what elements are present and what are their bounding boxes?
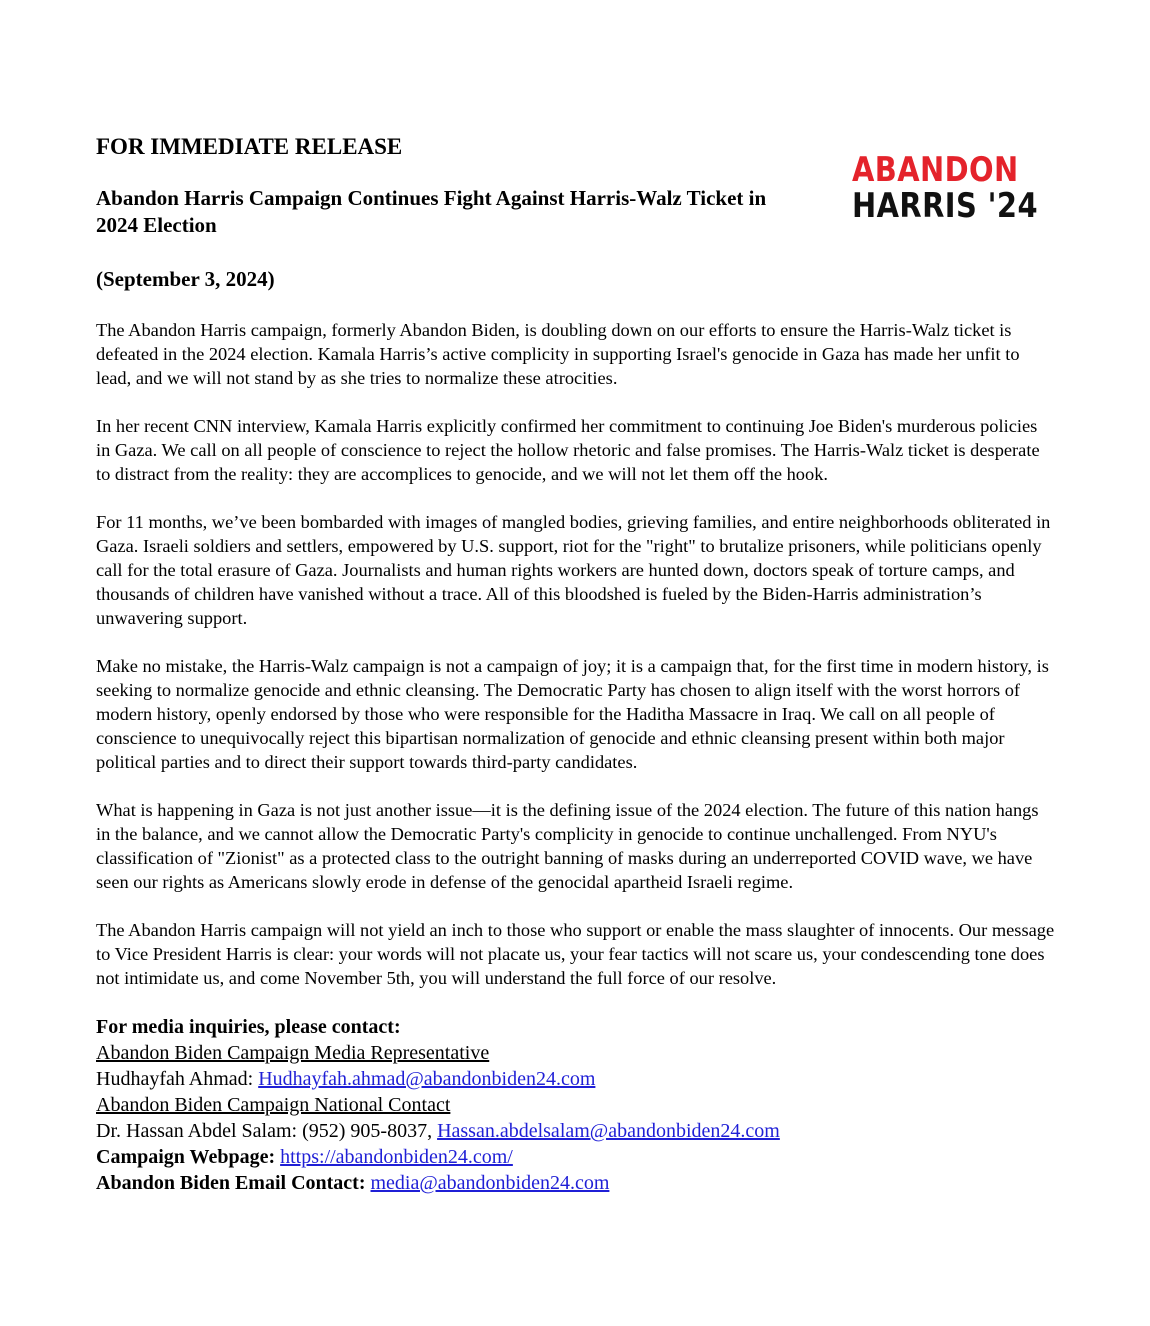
email-contact-line <box>96 1170 1056 1196</box>
contact-heading: For media inquiries, please contact: <box>96 1016 401 1038</box>
release-date: (September 3, 2024) <box>96 267 275 291</box>
paragraph-3: For 11 months, we’ve been bombarded with images of mangled bodies, grieving families, and entire neighborhoods obliterated in Gaza. Israeli soldiers and settlers, empowered by U.S. support, riot for the "right" to brutalize prisoners, while politicians openly call for the total erasure of Gaza. Journalists and human rights workers are hunted down, doctors speak of torture camps, and thousands of children have vanished without a trace. All of this bloodshed is fueled by the Biden-Harris administration’s unwavering support. <box>96 512 1051 628</box>
media-rep-line <box>96 1066 1056 1092</box>
paragraph-5: What is happening in Gaza is not just another issue—it is the defining issue of the 2024 election. The future of this nation hangs in the balance, and we cannot allow the Democratic Party's complicity in genocide to continue unchallenged. From NYU's classification of "Zionist" as a protected class to the outright banning of masks during an underreported COVID wave, we have seen our rights as Americans slowly erode in defense of the genocidal apartheid Israeli regime. <box>96 800 1039 892</box>
webpage-line <box>96 1144 1056 1170</box>
release-label: FOR IMMEDIATE RELEASE <box>96 134 403 159</box>
national-contact-line <box>96 1118 1056 1144</box>
media-rep-title: Abandon Biden Campaign Media Representative <box>96 1042 490 1064</box>
headline: Abandon Harris Campaign Continues Fight Against Harris-Walz Ticket in 2024 Election <box>96 186 767 237</box>
email-contact-label: Abandon Biden Email Contact: <box>96 1172 371 1194</box>
paragraph-4: Make no mistake, the Harris-Walz campaign is not a campaign of joy; it is a campaign that, for the first time in modern history, is seeking to normalize genocide and ethnic cleansing. The Democratic Party has chosen to align itself with the worst horrors of modern history, openly endorsed by those who were responsible for the Haditha Massacre in Iraq. We call on all people of conscience to unequivocally reject this bipartisan normalization of genocide and ethnic cleansing present within both major political parties and to direct their support towards third-party candidates. <box>96 656 1049 772</box>
national-contact-name-phone: Dr. Hassan Abdel Salam: (952) 905-8037, <box>96 1120 438 1142</box>
media-rep-name: Hudhayfah Ahmad: <box>96 1068 259 1090</box>
logo-line-harris-24: HARRIS '24 <box>852 186 1039 226</box>
media-contact-section <box>96 1014 1056 1196</box>
national-contact-title: Abandon Biden Campaign National Contact <box>96 1094 451 1116</box>
webpage-link[interactable]: https://abandonbiden24.com/ <box>280 1146 513 1168</box>
webpage-label: Campaign Webpage: <box>96 1146 281 1168</box>
media-rep-email-link[interactable]: Hudhayfah.ahmad@abandonbiden24.com <box>258 1068 596 1090</box>
paragraph-1: The Abandon Harris campaign, formerly Abandon Biden, is doubling down on our efforts to ensure the Harris-Walz ticket is defeated in the 2024 election. Kamala Harris’s active complicity in supporting Israel's genocide in Gaza has made her unfit to lead, and we will not stand by as she tries to normalize these atrocities. <box>96 320 1020 388</box>
logo-line-abandon: ABANDON <box>852 150 1019 190</box>
paragraph-6: The Abandon Harris campaign will not yield an inch to those who support or enable the mass slaughter of innocents. Our message to Vice President Harris is clear: your words will not placate us, your fear tactics will not scare us, your condescending tone does not intimidate us, and come November 5th, you will understand the full force of our resolve. <box>96 920 1055 988</box>
paragraph-2: In her recent CNN interview, Kamala Harris explicitly confirmed her commitment to continuing Joe Biden's murderous policies in Gaza. We call on all people of conscience to reject the hollow rhetoric and false promises. The Harris-Walz ticket is desperate to distract from the reality: they are accomplices to genocide, and we will not let them off the hook. <box>96 416 1040 484</box>
press-release <box>96 132 1056 1196</box>
email-contact-link[interactable]: media@abandonbiden24.com <box>370 1172 610 1194</box>
national-contact-email-link[interactable]: Hassan.abdelsalam@abandonbiden24.com <box>437 1120 780 1142</box>
